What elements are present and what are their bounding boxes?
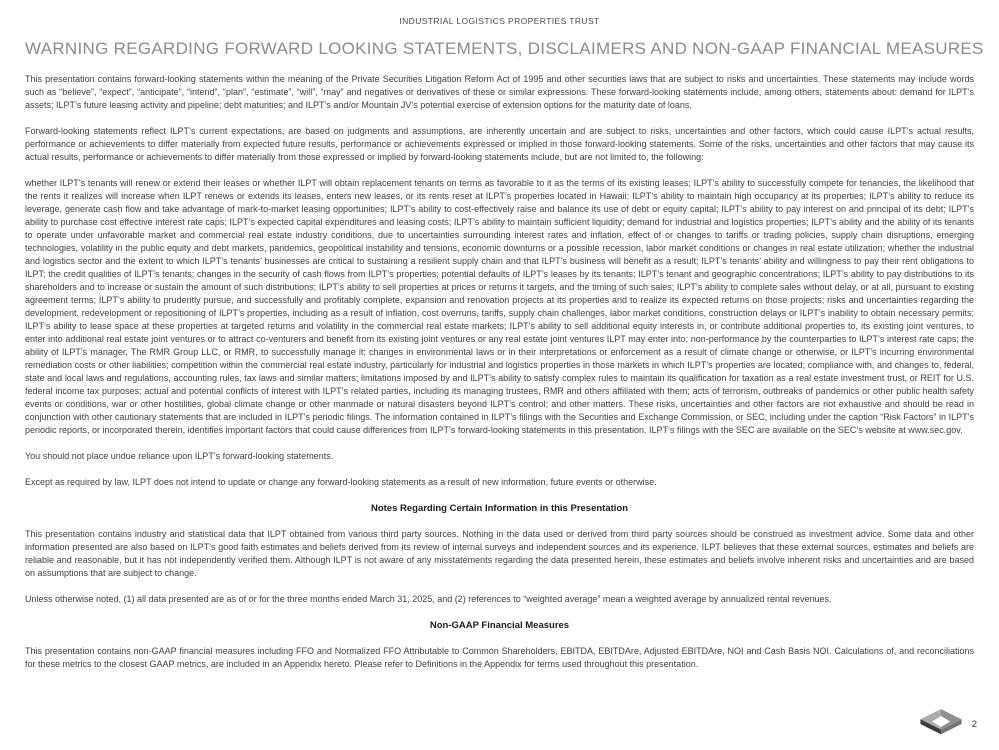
paragraph-forward-looking-intro: This presentation contains forward-looking statements within the meaning of the Private Securities Litigation Reform Act of 1995 and other securities laws that are subject to risks and uncertainties. These statements may include words such as “believe”, “expect”, “anticipate”, “intend”, “plan”, “estimate”, “will”, “may” and negatives or derivatives of these or similar expressions. These forward-looking statements include, among others, statements about: demand for ILPT’s assets; ILPT’s future leasing activity and pipeline; debt maturities; and ILPT’s and/or Mountain JV’s potential exercise of extension options for the maturity date of loans. [25, 74, 974, 110]
paragraph-forward-looking-expectations: Forward-looking statements reflect ILPT’s current expectations, are based on judgments and assumptions, are inherently uncertain and are subject to risks, uncertainties and other factors, which could cause ILPT’s actual results, performance or achievements to differ materially from expected future results, performance or achievements expressed or implied in those forward-looking statements. Some of the risks, uncertainties and other factors that may cause its actual results, performance or achievements to differ materially from those expressed or implied by forward-looking statements include, but are not limited to, the following: [25, 126, 974, 162]
paragraph-risk-factors-list: whether ILPT’s tenants will renew or extend their leases or whether ILPT will obtain replacement tenants on terms as favorable to it as the terms of its existing leases; ILPT’s ability to successfully compete for tenancies, the likelihood that the rents it realizes will increase when ILPT renews or extends its leases, enters new leases, or its rents reset at ILPT’s properties located in Hawaii; ILPT’s ability to maintain high occupancy at its properties; ILPT’s ability to reduce its leverage, generate cash flow and take advantage of mark-to-market leasing opportunities; ILPT’s ability to cost-effectively raise and balance its use of debt or equity capital; ILPT’s ability to pay interest on and principal of its debt; ILPT’s ability to purchase cost effective interest rate caps; ILPT’s expected capital expenditures and leasing costs; ILPT’s ability to maintain sufficient liquidity; demand for industrial and logistics properties; ILPT’s ability and the ability of its tenants to operate under unfavorable market and commercial real estate industry conditions, due to uncertainties surrounding interest rates and inflation, effect of or changes to tariffs or trading policies, supply chain disruptions, emerging technologies, volatility in the public equity and debt markets, pandemics, geopolitical instability and tensions, economic downturns or a possible recession, labor market conditions or changes in real estate utilization; whether the industrial and logistics sector and the extent to which ILPT’s tenants’ businesses are critical to sustaining a resilient supply chain and that ILPT’s business will benefit as a result; ILPT’s tenants’ ability and willingness to pay their rent obligations to ILPT; the credit qualities of ILPT’s tenants; changes in the security of cash flows from ILPT’s properties; potential defaults of ILPT’s leases by its tenants; ILPT’s tenant and geographic concentrations; ILPT’s ability to pay distributions to its shareholders and to increase or sustain the amount of such distributions; ILPT’s ability to sell properties at prices or returns it targets, and the timing of such sales; ILPT’s ability to complete sales without delay, or at all, pursuant to existing agreement terms; ILPT’s ability to prudently pursue, and successfully and profitably complete, expansion and renovation projects at its properties and to realize its expected returns on those projects; risks and uncertainties regarding the development, redevelopment or repositioning of ILPT’s properties, including as a result of inflation, cost overruns, tariffs, supply chain challenges, labor market conditions, construction delays or ILPT’s inability to obtain necessary permits; ILPT’s ability to lease space at these properties at targeted returns and volatility in the commercial real estate markets; ILPT’s ability to sell additional equity interests in, or contribute additional properties to, its existing joint ventures, to enter into additional real estate joint ventures or to attract co-venturers and benefit from its existing joint ventures or any real estate joint ventures ILPT may enter into; non-performance by the counterparties to ILPT’s interest rate caps; the ability of ILPT’s manager, The RMR Group LLC, or RMR, to successfully manage it; changes in environmental laws or in their interpretations or enforcement as a result of climate change or otherwise, or ILPT’s incurring environmental remediation costs or other liabilities; competition within the commercial real estate industry, particularly for industrial and logistics properties in those markets in which ILPT’s properties are located; compliance with, and changes to, federal, state and local laws and regulations, accounting rules, tax laws and similar matters; limitations imposed by and ILPT’s ability to satisfy complex rules to maintain its qualification for taxation as a real estate investment trust, or REIT for U.S. federal income tax purposes; actual and potential conflicts of interest with ILPT’s related parties, including its managing trustees, RMR and others affiliated with them; acts of terrorism, outbreaks of pandemics or other public health safety events or conditions, war or other hostilities, global climate change or other manmade or natural disasters beyond ILPT’s control; and other matters. These risks, uncertainties and other factors are not exhaustive and should be read in conjunction with other cautionary statements that are included in ILPT’s periodic filings. The information contained in ILPT’s filings with the Securities and Exchange Commission, or SEC, including under the caption “Risk Factors” in ILPT’s periodic reports, or incorporated therein, identifies important factors that could cause differences from ILPT’s forward-looking statements in this presentation. ILPT’s filings with the SEC are available on the SEC’s website at www.sec.gov. [25, 178, 974, 435]
slide-footer [920, 708, 977, 740]
paragraph-non-gaap-measures: This presentation contains non-GAAP financial measures including FFO and Normalized FFO Attributable to Common Shareholders, EBITDA, EBITDAre, Adjusted EBITDAre, NOI and Cash Basis NOI. Calculations of, and reconciliations for these metrics to the closest GAAP metrics, are included in an Appendix hereto. Please refer to Definitions in the Appendix for terms used throughout this presentation. [25, 646, 974, 669]
heading-notes-certain-information: Notes Regarding Certain Information in this Presentation [370, 503, 629, 514]
paragraph-data-as-of-date: Unless otherwise noted, (1) all data presented are as of or for the three months ended March 31, 2025, and (2) references to “weighted average” mean a weighted average by annualized rental revenues. [25, 594, 832, 604]
paragraph-third-party-data: This presentation contains industry and statistical data that ILPT obtained from various third party sources. Nothing in the data used or derived from third party sources should be construed as investment advice. Some data and other information presented are also based on ILPT’s good faith estimates and beliefs derived from its review of internal surveys and independent sources and its experience. ILPT believes that these external sources, estimates and beliefs are reliable and reasonable, but it has not independently verified them. Although ILPT is not aware of any misstatements regarding the data presented herein, these estimates and beliefs involve inherent risks and uncertainties and are based on assumptions that are subject to change. [25, 529, 974, 578]
page-title: WARNING REGARDING FORWARD LOOKING STATEMENTS, DISCLAIMERS AND NON-GAAP FINANCIAL MEASURES [25, 39, 984, 58]
paragraph-no-update-obligation: Except as required by law, ILPT does not intend to update or change any forward-looking statements as a result of new information, future events or otherwise. [25, 477, 657, 487]
disclaimer-body [25, 73, 974, 671]
heading-non-gaap-measures: Non-GAAP Financial Measures [429, 620, 570, 631]
ilpt-cube-logo-icon [920, 708, 962, 740]
company-name-header: INDUSTRIAL LOGISTICS PROPERTIES TRUST [399, 16, 600, 26]
paragraph-undue-reliance: You should not place undue reliance upon ILPT’s forward-looking statements. [25, 451, 334, 461]
page-number: 2 [971, 718, 977, 730]
